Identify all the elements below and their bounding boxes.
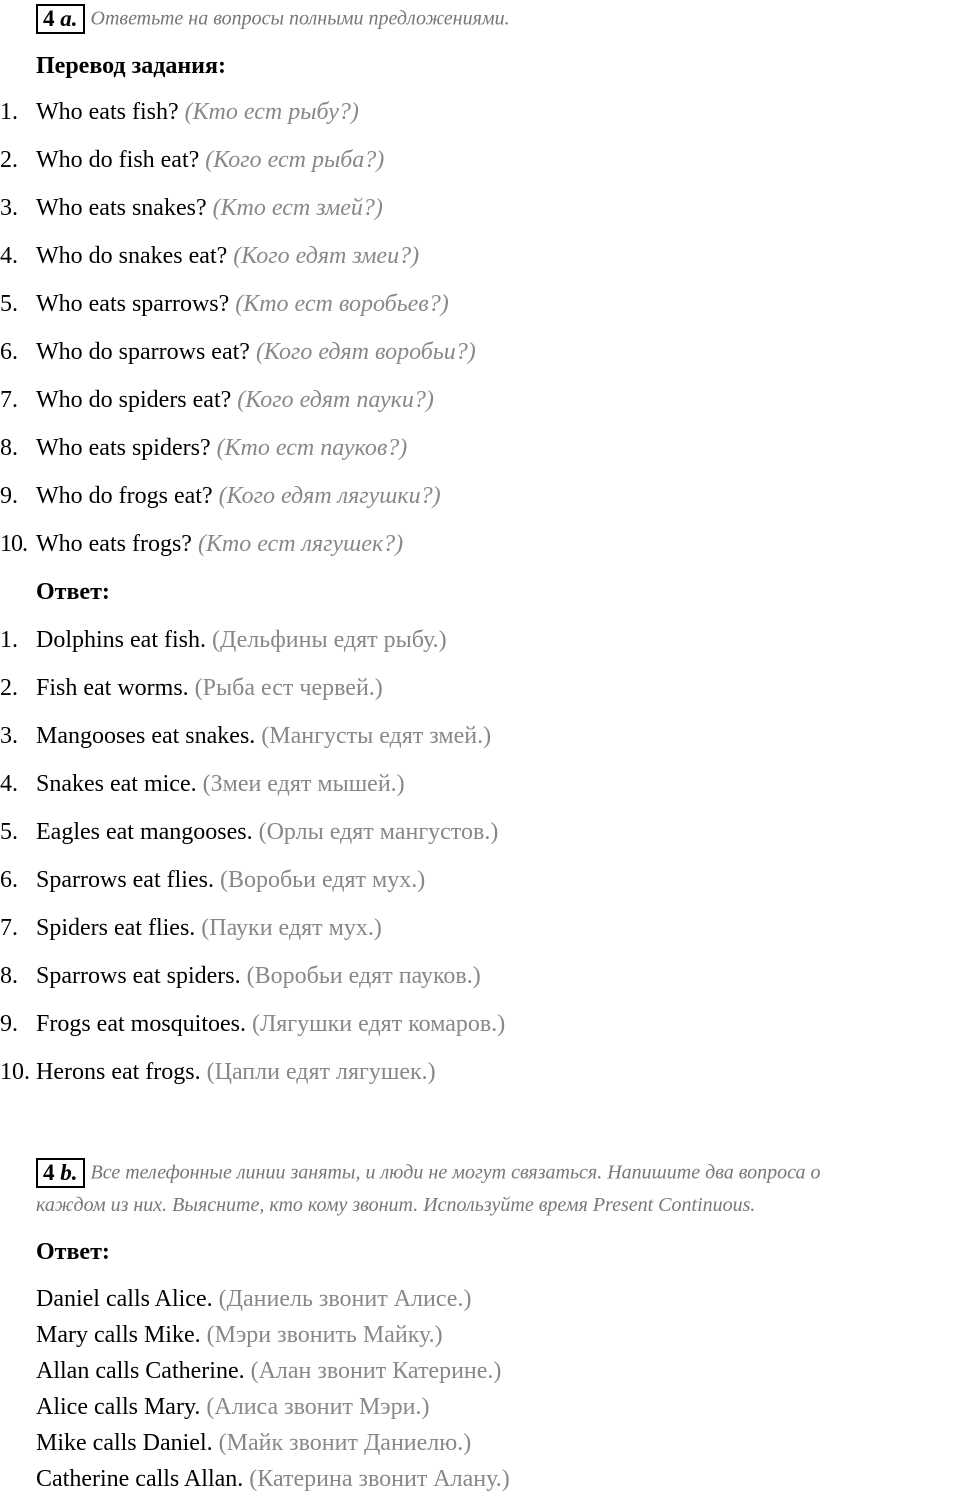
- list-item: [36, 1394, 429, 1421]
- task-b-badge: [36, 1158, 85, 1188]
- answer-ru: (Орлы едят мангустов.): [258, 819, 499, 845]
- answer-en: Daniel calls Alice.: [36, 1286, 213, 1312]
- question-ru: (Кого едят лягушки?): [218, 483, 441, 509]
- question-ru: (Кто ест пауков?): [216, 435, 408, 461]
- item-number: 4.: [0, 771, 18, 797]
- answer-en: Sparrows eat flies.: [36, 867, 214, 893]
- list-item: [0, 531, 403, 558]
- list-item: [0, 483, 441, 510]
- task-b-letter: b.: [60, 1160, 78, 1185]
- question-ru: (Кого едят пауки?): [237, 387, 434, 413]
- item-number: 2.: [0, 675, 18, 701]
- answer-heading-b: Ответ:: [36, 1239, 110, 1265]
- item-number: 5.: [0, 819, 18, 845]
- answer-en: Frogs eat mosquitoes.: [36, 1011, 246, 1037]
- question-en: Who do snakes eat?: [36, 243, 228, 269]
- item-number: 9.: [0, 1011, 18, 1037]
- task-a-badge: [36, 4, 85, 34]
- item-number: 10.: [0, 1059, 30, 1085]
- question-en: Who eats snakes?: [36, 195, 207, 221]
- list-item: [0, 387, 434, 414]
- answer-ru: (Дельфины едят рыбу.): [211, 627, 447, 653]
- answer-en: Herons eat frogs.: [36, 1059, 201, 1085]
- answer-ru: (Пауки едят мух.): [201, 915, 382, 941]
- list-item: [0, 1059, 436, 1086]
- question-en: Who eats fish?: [36, 99, 179, 125]
- answer-en: Dolphins eat fish.: [36, 627, 206, 653]
- answer-ru: (Мангусты едят змей.): [261, 723, 492, 749]
- answer-ru: (Воробьи едят пауков.): [246, 963, 481, 989]
- list-item: [0, 435, 407, 462]
- item-number: 6.: [0, 339, 18, 365]
- item-number: 3.: [0, 195, 18, 221]
- answer-en: Allan calls Catherine.: [36, 1358, 245, 1384]
- task-b-instruction-line1: Все телефонные линии заняты, и люди не могут связаться. Напишите два вопроса о: [90, 1161, 821, 1184]
- task-a-instruction: Ответьте на вопросы полными предложениями.: [90, 7, 510, 30]
- answer-en: Catherine calls Allan.: [36, 1466, 244, 1492]
- answer-ru: (Катерина звонит Алану.): [249, 1466, 510, 1492]
- answer-en: Mike calls Daniel.: [36, 1430, 213, 1456]
- question-ru: (Кто ест змей?): [212, 195, 383, 221]
- question-ru: (Кто ест рыбу?): [184, 99, 359, 125]
- question-ru: (Кто ест лягушек?): [197, 531, 404, 557]
- answer-ru: (Змеи едят мышей.): [202, 771, 405, 797]
- task-b-instruction-line2: каждом из них. Выясните, кто кому звонит. Используйте время Present Contiпиоиs.: [36, 1194, 756, 1216]
- answer-ru: (Лягушки едят комаров.): [252, 1011, 506, 1037]
- question-en: Who do frogs eat?: [36, 483, 213, 509]
- answer-ru: (Рыба ест червей.): [194, 675, 383, 701]
- answer-en: Sparrows eat spiders.: [36, 963, 241, 989]
- list-item: [0, 243, 419, 270]
- item-number: 3.: [0, 723, 18, 749]
- answer-en: Mary calls Mike.: [36, 1322, 201, 1348]
- list-item: [0, 1011, 505, 1038]
- question-en: Who eats frogs?: [36, 531, 192, 557]
- question-en: Who do sparrows eat?: [36, 339, 250, 365]
- list-item: [0, 723, 491, 750]
- answer-ru: (Воробьи едят мух.): [219, 867, 426, 893]
- list-item: [0, 867, 425, 894]
- answer-en: Spiders eat flies.: [36, 915, 196, 941]
- question-ru: (Кого ест рыба?): [205, 147, 385, 173]
- item-number: 1.: [0, 99, 18, 125]
- answer-en: Mangooses eat snakes.: [36, 723, 256, 749]
- answer-heading-a: Ответ:: [36, 579, 110, 605]
- item-number: 8.: [0, 435, 18, 461]
- task-a-number: 4: [43, 6, 55, 31]
- item-number: 10.: [0, 531, 27, 557]
- item-number: 6.: [0, 867, 18, 893]
- answer-ru: (Даниель звонит Алисе.): [218, 1286, 472, 1312]
- question-en: Who do fish eat?: [36, 147, 200, 173]
- question-ru: (Кого едят змеи?): [233, 243, 420, 269]
- list-item: [0, 195, 383, 222]
- list-item: [0, 771, 405, 798]
- list-item: [36, 1430, 471, 1457]
- item-number: 7.: [0, 387, 18, 413]
- list-item: [0, 915, 382, 942]
- answer-ru: (Алан звонит Катерине.): [250, 1358, 502, 1384]
- answer-en: Snakes eat mice.: [36, 771, 197, 797]
- task-b-header: [36, 1158, 821, 1188]
- question-ru: (Кого едят воробьи?): [255, 339, 476, 365]
- question-en: Who eats sparrows?: [36, 291, 230, 317]
- task-a-header: [36, 4, 510, 34]
- item-number: 2.: [0, 147, 18, 173]
- item-number: 8.: [0, 963, 18, 989]
- list-item: [0, 291, 449, 318]
- list-item: [0, 819, 498, 846]
- answer-ru: (Мэри звонить Майку.): [206, 1322, 443, 1348]
- list-item: [36, 1286, 471, 1313]
- list-item: [0, 99, 359, 126]
- answer-ru: (Алиса звонит Мэри.): [206, 1394, 430, 1420]
- question-en: Who do spiders eat?: [36, 387, 232, 413]
- question-ru: (Кто ест воробьев?): [235, 291, 449, 317]
- list-item: [36, 1358, 501, 1385]
- item-number: 5.: [0, 291, 18, 317]
- list-item: [0, 963, 481, 990]
- list-item: [0, 147, 384, 174]
- list-item: [0, 339, 476, 366]
- question-en: Who eats spiders?: [36, 435, 211, 461]
- item-number: 9.: [0, 483, 18, 509]
- answer-en: Eagles eat mangooses.: [36, 819, 253, 845]
- item-number: 7.: [0, 915, 18, 941]
- translation-heading: Перевод задания:: [36, 53, 226, 79]
- list-item: [0, 627, 447, 654]
- task-b-number: 4: [43, 1160, 55, 1185]
- item-number: 1.: [0, 627, 18, 653]
- answer-ru: (Майк звонит Даниелю.): [218, 1430, 472, 1456]
- answer-en: Alice calls Mary.: [36, 1394, 201, 1420]
- answer-ru: (Цапли едят лягушек.): [206, 1059, 436, 1085]
- list-item: [0, 675, 383, 702]
- list-item: [36, 1322, 443, 1349]
- list-item: [36, 1466, 510, 1493]
- answer-en: Fish eat worms.: [36, 675, 189, 701]
- task-a-letter: a.: [60, 6, 78, 31]
- item-number: 4.: [0, 243, 18, 269]
